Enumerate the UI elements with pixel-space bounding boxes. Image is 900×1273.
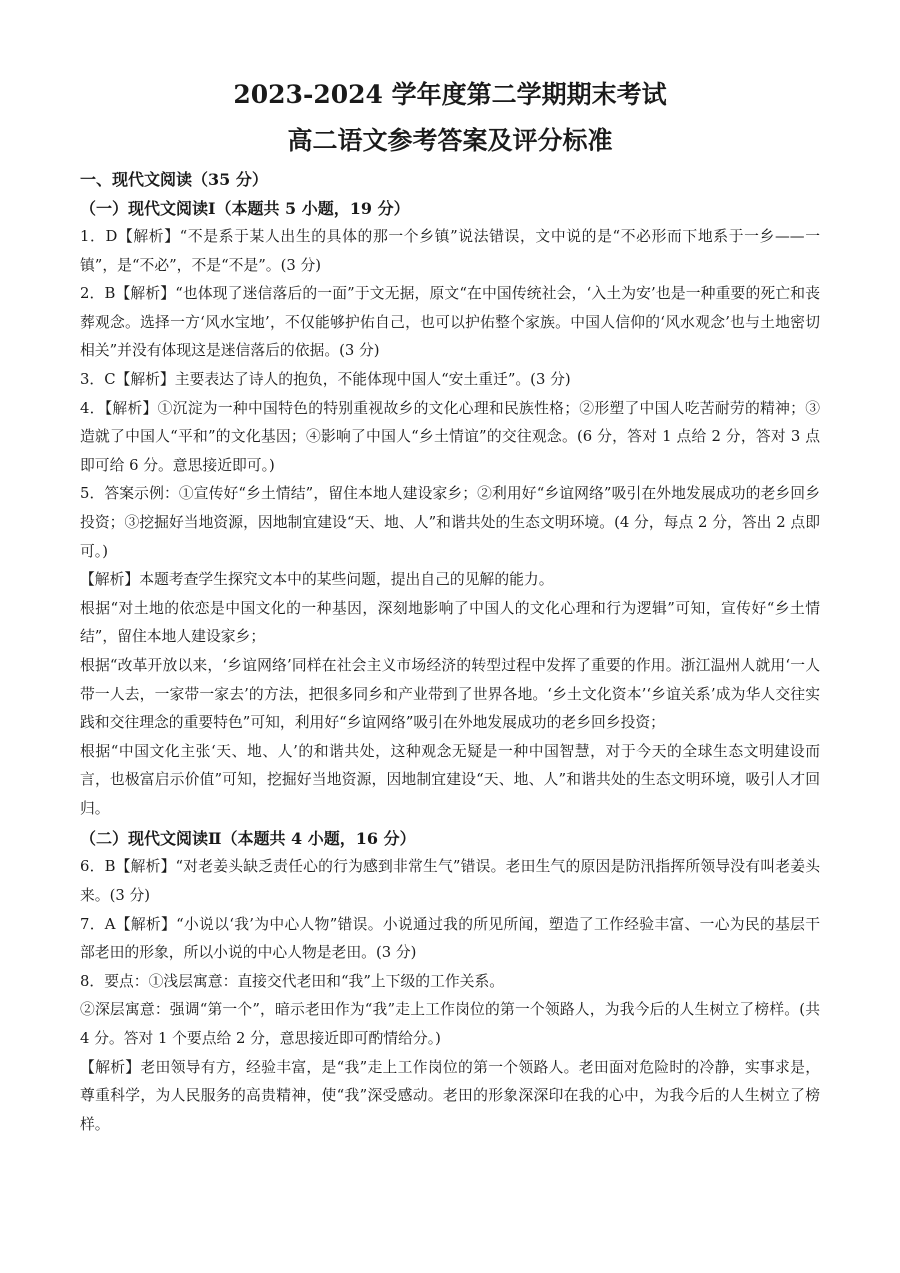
answer-q5-point-3: 根据“中国文化主张‘天、地、人’的和谐共处，这种观念无疑是一种中国智慧，对于今天的全球生态文明建设而言，也极富启示价值”可知，挖掘好当地资源，因地制宜建设“天、地、人”和谐共处的生态文明环境，吸引人才回归。 (80, 742, 820, 817)
document-title: 2023-2024 学年度第二学期期末考试 (233, 80, 667, 109)
part-heading-reading-1: （一）现代文阅读Ⅰ（本题共 5 小题，19 分） (80, 199, 410, 218)
answer-q8-point-2: ②深层寓意：强调“第一个”，暗示老田作为“我”走上工作岗位的第一个领路人，为我今后的人生树立了榜样。(共 4 分。答对 1 个要点给 2 分，意思接近即可酌情给分。) (80, 1001, 820, 1048)
answer-q5-analysis: 【解析】本题考查学生探究文本中的某些问题，提出自己的见解的能力。 (80, 571, 554, 589)
answer-q7: 7．A【解析】“小说以‘我’为中心人物”错误。小说通过我的所见所闻，塑造了工作经验丰富、一心为民的基层干部老田的形象，所以小说的中心人物是老田。(3 分) (80, 915, 820, 962)
part-heading-reading-2: （二）现代文阅读Ⅱ（本题共 4 小题，16 分） (80, 829, 416, 849)
answer-q8: 8．要点：①浅层寓意：直接交代老田和“我”上下级的工作关系。 (80, 972, 505, 990)
answer-q5-point-1: 根据“对土地的依恋是中国文化的一种基因，深刻地影响了中国人的文化心理和行为逻辑”可知，宣传好“乡土情结”，留住本地人建设家乡； (80, 599, 820, 646)
answer-q5-point-2: 根据“改革开放以来，‘乡谊网络’同样在社会主义市场经济的转型过程中发挥了重要的作用。浙江温州人就用‘一人带一人去，一家带一家去’的方法，把很多同乡和产业带到了世界各地。‘乡土文化资本’‘乡谊关系’成为华人交往实践和交往理念的重要特色”可知，利用好“乡谊网络”吸引在外地发展成功的老乡回乡投资； (80, 656, 820, 732)
answer-q4: 4．【解析】①沉淀为一种中国特色的特别重视故乡的文化心理和民族性格；②形塑了中国人吃苦耐劳的精神；③造就了中国人“平和”的文化基因；④影响了中国人“乡土情谊”的交往观念。(6 分，答对 1 点给 2 分，答对 3 点即可给 6 分。意思接近即可。) (80, 399, 820, 474)
answer-q5: 5．答案示例：①宣传好“乡土情结”，留住本地人建设家乡；②利用好“乡谊网络”吸引在外地发展成功的老乡回乡投资；③挖掘好当地资源，因地制宜建设“天、地、人”和谐共处的生态文明环境。(4 分，每点 2 分，答出 2 点即可。) (80, 485, 820, 560)
section-heading-modern-reading: 一、现代文阅读（35 分） (80, 170, 268, 189)
answer-q2: 2．B【解析】“也体现了迷信落后的一面”于文无据，原文“在中国传统社会，‘入土为安’也是一种重要的死亡和丧葬观念。选择一方‘风水宝地’，不仅能够护佑自己，也可以护佑整个家族。中国人信仰的‘风水观念’也与土地密切相关”并没有体现这是迷信落后的依据。(3 分) (80, 285, 820, 360)
answer-q3: 3．C【解析】主要表达了诗人的抱负，不能体现中国人“安土重迁”。(3 分) (80, 370, 571, 388)
answer-q8-analysis: 【解析】老田领导有方，经验丰富，是“我”走上工作岗位的第一个领路人。老田面对危险时的冷静，实事求是，尊重科学，为人民服务的高贵精神，使“我”深受感动。老田的形象深深印在我的心中，为我今后的人生树立了榜样。 (80, 1058, 820, 1133)
answer-content (80, 166, 820, 1139)
answer-q6: 6．B【解析】“对老姜头缺乏责任心的行为感到非常生气”错误。老田生气的原因是防汛指挥所领导没有叫老姜头来。(3 分) (80, 858, 820, 905)
answer-q1: 1．D【解析】“不是系于某人出生的具体的那一个乡镇”说法错误，文中说的是“不必形而下地系于一乡——一镇”，是“不必”，不是“不是”。(3 分) (80, 228, 820, 274)
document-subtitle: 高二语文参考答案及评分标准 (287, 126, 613, 155)
